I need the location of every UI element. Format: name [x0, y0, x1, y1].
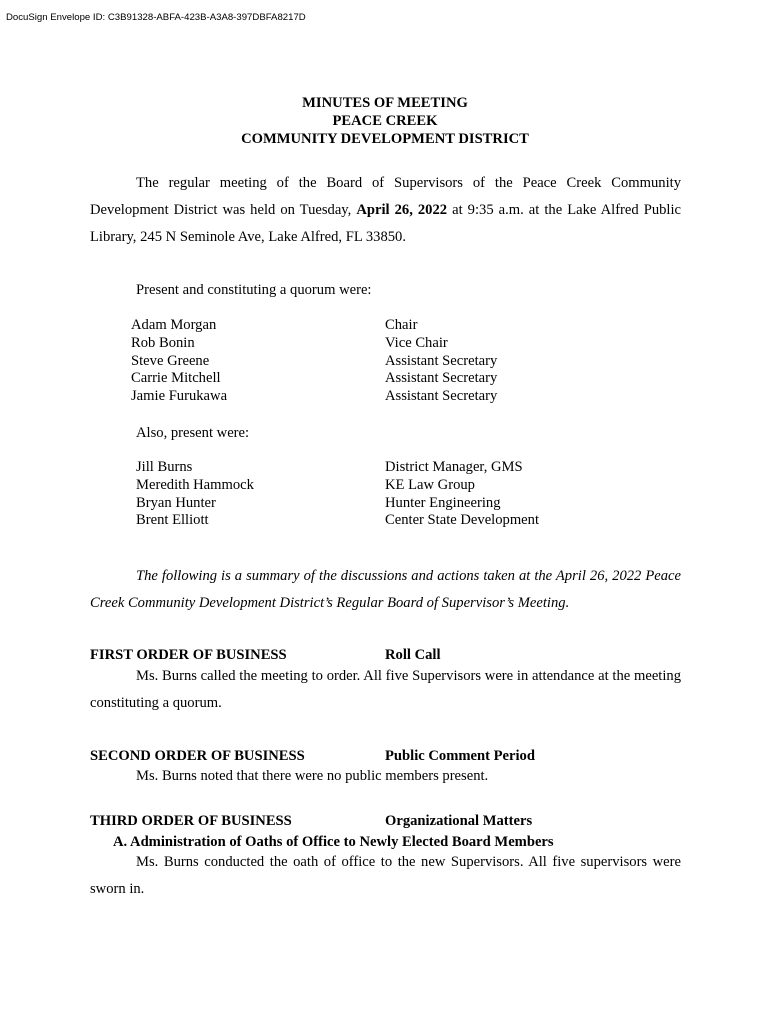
first-order-subject: Roll Call	[385, 647, 441, 663]
document-title	[0, 94, 770, 148]
member-role: Assistant Secretary	[385, 352, 498, 369]
first-order-heading	[90, 647, 441, 664]
title-line-1: MINUTES OF MEETING	[302, 95, 468, 111]
attendee-role: Center State Development	[385, 512, 539, 529]
quorum-row	[131, 388, 497, 406]
third-order-body: Ms. Burns conducted the oath of office to the new Supervisors. All five supervisors were sworn in.	[90, 854, 681, 897]
meeting-date: April 26, 2022	[356, 202, 448, 218]
third-order-subject: Organizational Matters	[385, 813, 533, 829]
quorum-row	[131, 370, 497, 388]
also-row	[136, 477, 539, 495]
attendee-role: KE Law Group	[385, 476, 475, 493]
title-line-3: COMMUNITY DEVELOPMENT DISTRICT	[241, 131, 529, 147]
member-role: Assistant Secretary	[385, 370, 498, 387]
quorum-row	[131, 335, 497, 353]
member-name: Rob Bonin	[131, 334, 195, 351]
third-order-heading	[90, 813, 533, 830]
third-order-text	[90, 849, 681, 903]
second-order-subject: Public Comment Period	[385, 748, 535, 764]
attendee-name: Meredith Hammock	[136, 476, 254, 493]
quorum-row	[131, 317, 497, 335]
quorum-list	[131, 317, 497, 406]
first-order-text	[90, 663, 681, 717]
intro-text-1: The regular meeting of the Board of Supervisors of the Peace Creek Community Development District was held on Tuesday,	[90, 175, 681, 218]
intro-text-2: at 9:35 a.m. at the Lake Alfred Public Library, 245 N Seminole Ave, Lake Alfred, FL 33850.	[90, 202, 682, 245]
attendee-name: Bryan Hunter	[136, 494, 216, 511]
title-line-2: PEACE CREEK	[332, 113, 438, 129]
member-role: Assistant Secretary	[385, 388, 498, 405]
summary-text: The following is a summary of the discussions and actions taken at the April 26, 2022 Peace Creek Community Development District’s Regular Board of Supervisor’s Meeting.	[90, 568, 681, 611]
attendee-role: District Manager, GMS	[385, 459, 523, 475]
member-name: Adam Morgan	[131, 317, 217, 333]
attendee-role: Hunter Engineering	[385, 494, 501, 511]
third-order-item-a: A. Administration of Oaths of Office to Newly Elected Board Members	[113, 834, 554, 850]
intro-paragraph	[90, 170, 681, 251]
summary-paragraph	[90, 563, 681, 617]
attendee-name: Jill Burns	[136, 459, 193, 475]
quorum-row	[131, 353, 497, 371]
also-row	[136, 495, 539, 513]
third-order-title: THIRD ORDER OF BUSINESS	[90, 813, 292, 829]
member-role: Chair	[385, 317, 418, 333]
second-order-title: SECOND ORDER OF BUSINESS	[90, 748, 305, 764]
member-name: Carrie Mitchell	[131, 370, 221, 387]
quorum-label: Present and constituting a quorum were:	[136, 282, 372, 298]
also-row	[136, 512, 539, 530]
member-name: Jamie Furukawa	[131, 388, 228, 405]
member-name: Steve Greene	[131, 352, 210, 369]
docusign-envelope-id: DocuSign Envelope ID: C3B91328-ABFA-423B-A3A8-397DBFA8217D	[6, 12, 306, 23]
also-row	[136, 459, 539, 477]
second-order-body: Ms. Burns noted that there were no public members present.	[136, 768, 489, 784]
attendee-name: Brent Elliott	[136, 512, 209, 529]
also-present-list	[136, 459, 539, 530]
also-present-label: Also, present were:	[136, 425, 250, 441]
second-order-heading	[90, 748, 535, 765]
first-order-title: FIRST ORDER OF BUSINESS	[90, 647, 287, 663]
first-order-body: Ms. Burns called the meeting to order. All five Supervisors were in attendance at the meeting constituting a quorum.	[90, 668, 681, 711]
member-role: Vice Chair	[385, 334, 448, 351]
